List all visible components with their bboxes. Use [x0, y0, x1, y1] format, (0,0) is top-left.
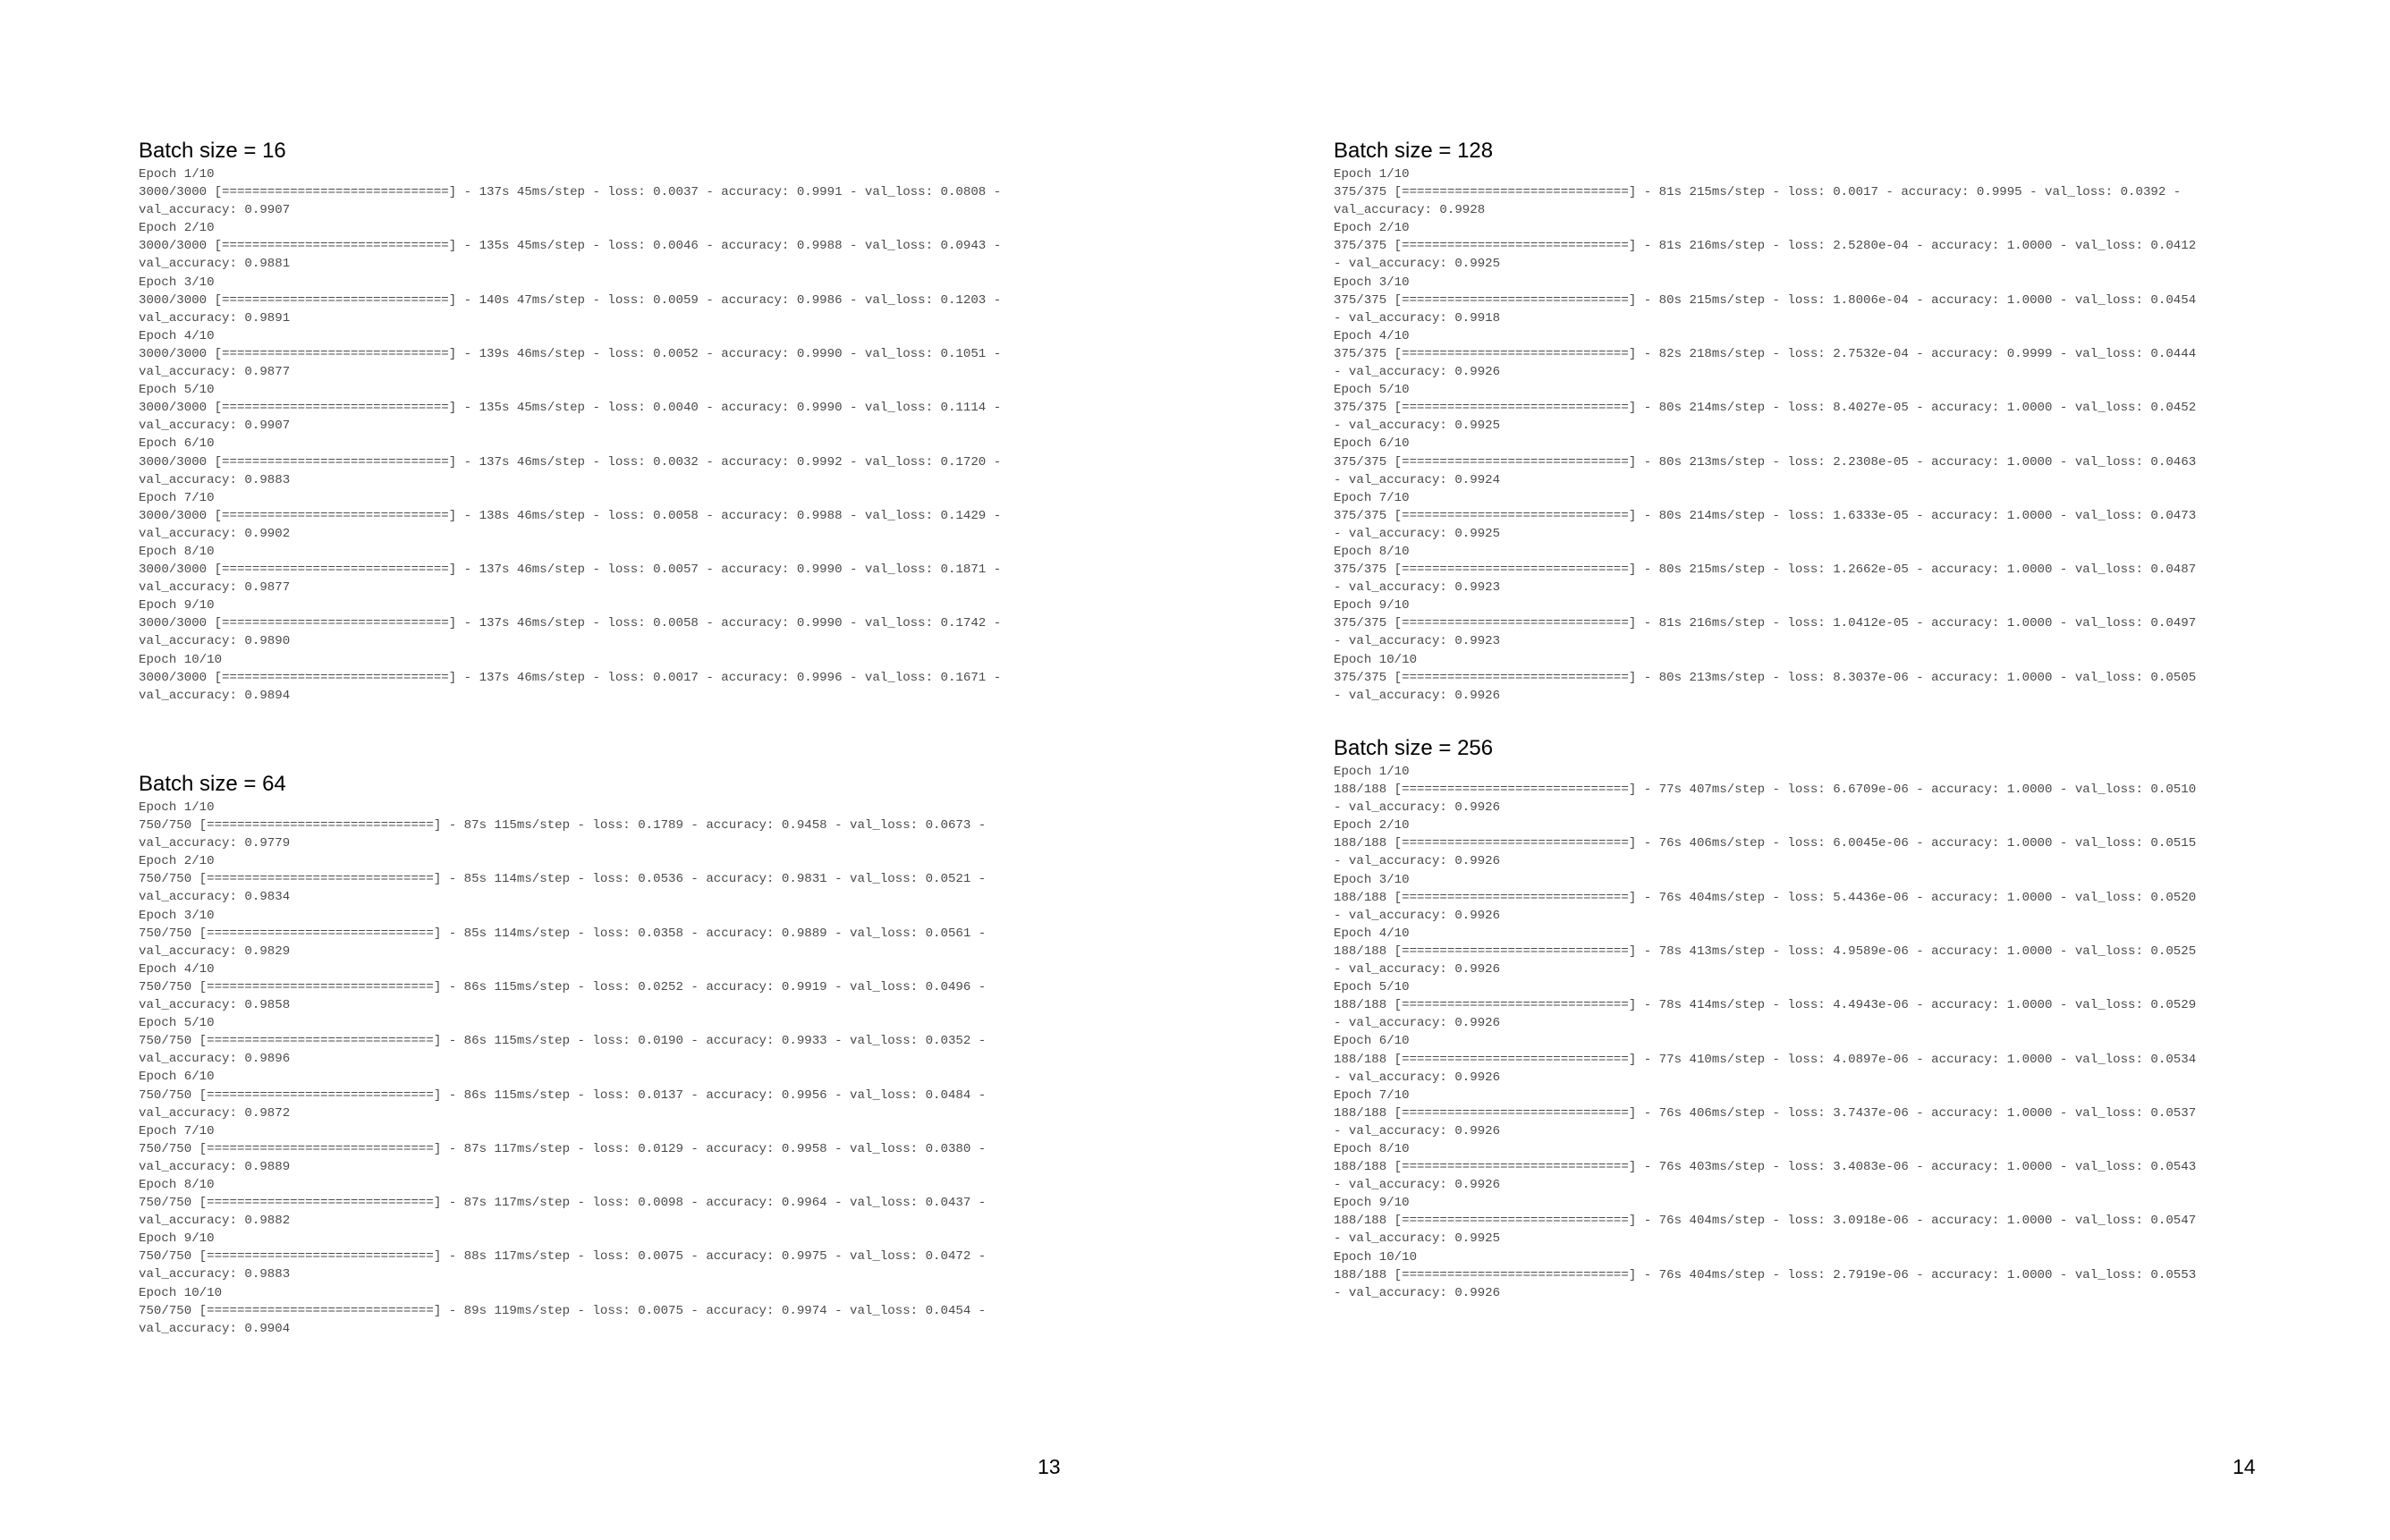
log-line: val_accuracy: 0.9891: [139, 310, 291, 326]
log-line: Epoch 3/10: [139, 275, 215, 290]
log-line: - val_accuracy: 0.9924: [1334, 472, 1501, 487]
batch-16-section: [139, 140, 1087, 705]
log-line: Epoch 1/10: [139, 800, 215, 815]
log-line: Epoch 1/10: [1334, 765, 1410, 779]
log-line: Epoch 4/10: [1334, 328, 1410, 343]
log-line: 750/750 [==============================] - 86s 115ms/step - loss: 0.0137 - accuracy: 0.9956 - val_loss: 0.0484 -: [139, 1087, 987, 1103]
log-line: Epoch 10/10: [1334, 652, 1418, 667]
log-line: Epoch 4/10: [139, 328, 215, 343]
log-line: val_accuracy: 0.9883: [139, 472, 291, 487]
log-line: Epoch 6/10: [139, 436, 215, 452]
log-line: val_accuracy: 0.9894: [139, 688, 291, 703]
log-line: - val_accuracy: 0.9926: [1334, 688, 1501, 703]
training-log: [139, 165, 1087, 705]
log-line: Epoch 5/10: [1334, 383, 1410, 398]
log-line: 3000/3000 [==============================] - 137s 46ms/step - loss: 0.0058 - accuracy: 0.9990 - val_loss: 0.1742 -: [139, 616, 1002, 631]
log-line: 750/750 [==============================] - 87s 117ms/step - loss: 0.0098 - accuracy: 0.9964 - val_loss: 0.0437 -: [139, 1196, 987, 1211]
log-line: 188/188 [==============================] - 76s 404ms/step - loss: 5.4436e-06 - accuracy: 1.0000 - val_loss: 0.0520: [1334, 890, 2197, 905]
log-line: 375/375 [==============================] - 80s 213ms/step - loss: 2.2308e-05 - accuracy: 1.0000 - val_loss: 0.0463: [1334, 454, 2197, 470]
log-line: Epoch 9/10: [1334, 1196, 1410, 1211]
log-line: Epoch 2/10: [139, 854, 215, 869]
log-line: Epoch 5/10: [1334, 980, 1410, 995]
log-line: - val_accuracy: 0.9926: [1334, 1070, 1501, 1085]
log-line: 3000/3000 [==============================] - 137s 46ms/step - loss: 0.0057 - accuracy: 0.9990 - val_loss: 0.1871 -: [139, 563, 1002, 578]
log-line: Epoch 4/10: [1334, 926, 1410, 941]
log-line: 375/375 [==============================] - 80s 214ms/step - loss: 1.6333e-05 - accuracy: 1.0000 - val_loss: 0.0473: [1334, 508, 2197, 523]
log-line: val_accuracy: 0.9907: [139, 419, 291, 434]
log-line: Epoch 3/10: [1334, 275, 1410, 290]
log-line: 188/188 [==============================] - 76s 403ms/step - loss: 3.4083e-06 - accuracy: 1.0000 - val_loss: 0.0543: [1334, 1160, 2197, 1175]
log-line: 750/750 [==============================] - 89s 119ms/step - loss: 0.0075 - accuracy: 0.9974 - val_loss: 0.0454 -: [139, 1303, 987, 1318]
log-line: Epoch 8/10: [1334, 1141, 1410, 1156]
log-line: Epoch 5/10: [139, 1016, 215, 1031]
log-line: val_accuracy: 0.9834: [139, 890, 291, 905]
log-line: - val_accuracy: 0.9926: [1334, 908, 1501, 923]
log-line: - val_accuracy: 0.9925: [1334, 1231, 1501, 1247]
log-line: - val_accuracy: 0.9926: [1334, 1123, 1501, 1138]
log-line: 750/750 [==============================] - 88s 117ms/step - loss: 0.0075 - accuracy: 0.9975 - val_loss: 0.0472 -: [139, 1249, 987, 1265]
log-line: val_accuracy: 0.9907: [139, 203, 291, 218]
log-line: Epoch 9/10: [1334, 598, 1410, 613]
batch-256-section: [1334, 737, 2282, 1302]
log-line: Epoch 3/10: [1334, 872, 1410, 887]
log-line: 188/188 [==============================] - 76s 406ms/step - loss: 6.0045e-06 - accuracy: 1.0000 - val_loss: 0.0515: [1334, 836, 2197, 851]
section-heading: Batch size = 16: [139, 139, 286, 163]
log-line: - val_accuracy: 0.9926: [1334, 800, 1501, 816]
log-line: - val_accuracy: 0.9918: [1334, 310, 1501, 326]
training-log: [1334, 763, 2282, 1302]
log-line: - val_accuracy: 0.9926: [1334, 1178, 1501, 1193]
log-line: val_accuracy: 0.9829: [139, 943, 291, 959]
log-line: 375/375 [==============================] - 80s 214ms/step - loss: 8.4027e-05 - accuracy: 1.0000 - val_loss: 0.0452: [1334, 401, 2197, 416]
log-line: 375/375 [==============================] - 81s 215ms/step - loss: 0.0017 - accuracy: 0.9995 - val_loss: 0.0392 -: [1334, 185, 2182, 200]
log-line: val_accuracy: 0.9877: [139, 365, 291, 380]
page-number: 14: [2233, 1455, 2256, 1478]
log-line: Epoch 10/10: [1334, 1249, 1418, 1265]
log-line: val_accuracy: 0.9877: [139, 580, 291, 596]
log-line: - val_accuracy: 0.9923: [1334, 580, 1501, 596]
log-line: Epoch 1/10: [1334, 167, 1410, 182]
log-line: Epoch 9/10: [139, 598, 215, 613]
log-line: 750/750 [==============================] - 85s 114ms/step - loss: 0.0358 - accuracy: 0.9889 - val_loss: 0.0561 -: [139, 926, 987, 941]
log-line: Epoch 8/10: [139, 544, 215, 559]
training-log: [1334, 165, 2282, 705]
log-line: 375/375 [==============================] - 81s 216ms/step - loss: 1.0412e-05 - accuracy: 1.0000 - val_loss: 0.0497: [1334, 616, 2197, 631]
log-line: 375/375 [==============================] - 80s 213ms/step - loss: 8.3037e-06 - accuracy: 1.0000 - val_loss: 0.0505: [1334, 670, 2197, 685]
log-line: 3000/3000 [==============================] - 137s 46ms/step - loss: 0.0032 - accuracy: 0.9992 - val_loss: 0.1720 -: [139, 454, 1002, 470]
log-line: - val_accuracy: 0.9925: [1334, 257, 1501, 272]
log-line: val_accuracy: 0.9928: [1334, 203, 1486, 218]
log-line: val_accuracy: 0.9883: [139, 1267, 291, 1282]
log-line: val_accuracy: 0.9858: [139, 998, 291, 1013]
log-line: Epoch 9/10: [139, 1231, 215, 1247]
log-line: 3000/3000 [==============================] - 137s 45ms/step - loss: 0.0037 - accuracy: 0.9991 - val_loss: 0.0808 -: [139, 185, 1002, 200]
log-line: val_accuracy: 0.9872: [139, 1105, 291, 1121]
log-line: Epoch 7/10: [1334, 490, 1410, 505]
log-line: Epoch 2/10: [1334, 221, 1410, 236]
log-line: Epoch 2/10: [1334, 818, 1410, 833]
page-number: 13: [1038, 1455, 1061, 1478]
log-line: Epoch 8/10: [1334, 544, 1410, 559]
log-line: Epoch 8/10: [139, 1177, 215, 1192]
log-line: Epoch 7/10: [1334, 1087, 1410, 1103]
log-line: - val_accuracy: 0.9926: [1334, 1285, 1501, 1300]
log-line: Epoch 4/10: [139, 961, 215, 977]
log-line: Epoch 3/10: [139, 908, 215, 923]
section-heading: Batch size = 64: [139, 772, 286, 796]
log-line: val_accuracy: 0.9896: [139, 1052, 291, 1067]
log-line: 3000/3000 [==============================] - 139s 46ms/step - loss: 0.0052 - accuracy: 0.9990 - val_loss: 0.1051 -: [139, 346, 1002, 361]
log-line: 188/188 [==============================] - 76s 404ms/step - loss: 3.0918e-06 - accuracy: 1.0000 - val_loss: 0.0547: [1334, 1214, 2197, 1229]
log-line: 188/188 [==============================] - 76s 406ms/step - loss: 3.7437e-06 - accuracy: 1.0000 - val_loss: 0.0537: [1334, 1105, 2197, 1121]
log-line: 3000/3000 [==============================] - 135s 45ms/step - loss: 0.0040 - accuracy: 0.9990 - val_loss: 0.1114 -: [139, 401, 1002, 416]
log-line: Epoch 10/10: [139, 1285, 223, 1300]
log-line: 3000/3000 [==============================] - 137s 46ms/step - loss: 0.0017 - accuracy: 0.9996 - val_loss: 0.1671 -: [139, 670, 1002, 685]
log-line: 3000/3000 [==============================] - 138s 46ms/step - loss: 0.0058 - accuracy: 0.9988 - val_loss: 0.1429 -: [139, 508, 1002, 523]
log-line: - val_accuracy: 0.9926: [1334, 365, 1501, 380]
log-line: val_accuracy: 0.9779: [139, 836, 291, 851]
section-heading: Batch size = 128: [1334, 139, 1494, 163]
log-line: val_accuracy: 0.9882: [139, 1214, 291, 1229]
log-line: 188/188 [==============================] - 78s 414ms/step - loss: 4.4943e-06 - accuracy: 1.0000 - val_loss: 0.0529: [1334, 998, 2197, 1013]
training-log: [139, 799, 1087, 1338]
batch-64-section: [139, 773, 1087, 1338]
log-line: - val_accuracy: 0.9926: [1334, 854, 1501, 869]
section-heading: Batch size = 256: [1334, 736, 1494, 760]
log-line: val_accuracy: 0.9881: [139, 257, 291, 272]
log-line: - val_accuracy: 0.9923: [1334, 634, 1501, 649]
log-line: 188/188 [==============================] - 76s 404ms/step - loss: 2.7919e-06 - accuracy: 1.0000 - val_loss: 0.0553: [1334, 1267, 2197, 1282]
log-line: Epoch 6/10: [1334, 1034, 1410, 1049]
log-line: Epoch 7/10: [139, 490, 215, 505]
log-line: - val_accuracy: 0.9926: [1334, 962, 1501, 977]
log-line: 750/750 [==============================] - 86s 115ms/step - loss: 0.0252 - accuracy: 0.9919 - val_loss: 0.0496 -: [139, 979, 987, 994]
log-line: - val_accuracy: 0.9925: [1334, 526, 1501, 541]
log-line: val_accuracy: 0.9902: [139, 526, 291, 541]
log-line: - val_accuracy: 0.9925: [1334, 419, 1501, 434]
batch-128-section: [1334, 140, 2282, 705]
log-line: val_accuracy: 0.9890: [139, 634, 291, 649]
log-line: 375/375 [==============================] - 81s 216ms/step - loss: 2.5280e-04 - accuracy: 1.0000 - val_loss: 0.0412: [1334, 239, 2197, 254]
log-line: Epoch 5/10: [139, 383, 215, 398]
log-line: Epoch 6/10: [1334, 436, 1410, 452]
log-line: 3000/3000 [==============================] - 140s 47ms/step - loss: 0.0059 - accuracy: 0.9986 - val_loss: 0.1203 -: [139, 292, 1002, 308]
log-line: 188/188 [==============================] - 78s 413ms/step - loss: 4.9589e-06 - accuracy: 1.0000 - val_loss: 0.0525: [1334, 943, 2197, 959]
log-line: Epoch 7/10: [139, 1123, 215, 1138]
log-line: 3000/3000 [==============================] - 135s 45ms/step - loss: 0.0046 - accuracy: 0.9988 - val_loss: 0.0943 -: [139, 239, 1002, 254]
log-line: 750/750 [==============================] - 85s 114ms/step - loss: 0.0536 - accuracy: 0.9831 - val_loss: 0.0521 -: [139, 872, 987, 887]
log-line: Epoch 10/10: [139, 652, 223, 667]
page-14: [1195, 0, 2390, 1540]
log-line: Epoch 2/10: [139, 221, 215, 236]
log-line: 375/375 [==============================] - 82s 218ms/step - loss: 2.7532e-04 - accuracy: 0.9999 - val_loss: 0.0444: [1334, 346, 2197, 361]
log-line: 188/188 [==============================] - 77s 410ms/step - loss: 4.0897e-06 - accuracy: 1.0000 - val_loss: 0.0534: [1334, 1052, 2197, 1067]
log-line: 750/750 [==============================] - 87s 117ms/step - loss: 0.0129 - accuracy: 0.9958 - val_loss: 0.0380 -: [139, 1141, 987, 1156]
log-line: val_accuracy: 0.9904: [139, 1321, 291, 1336]
log-line: Epoch 1/10: [139, 167, 215, 182]
log-line: 750/750 [==============================] - 87s 115ms/step - loss: 0.1789 - accuracy: 0.9458 - val_loss: 0.0673 -: [139, 818, 987, 833]
log-line: Epoch 6/10: [139, 1070, 215, 1085]
log-line: - val_accuracy: 0.9926: [1334, 1016, 1501, 1031]
log-line: 375/375 [==============================] - 80s 215ms/step - loss: 1.8006e-04 - accuracy: 1.0000 - val_loss: 0.0454: [1334, 292, 2197, 308]
log-line: val_accuracy: 0.9889: [139, 1159, 291, 1174]
log-line: 188/188 [==============================] - 77s 407ms/step - loss: 6.6709e-06 - accuracy: 1.0000 - val_loss: 0.0510: [1334, 783, 2197, 798]
log-line: 750/750 [==============================] - 86s 115ms/step - loss: 0.0190 - accuracy: 0.9933 - val_loss: 0.0352 -: [139, 1034, 987, 1049]
log-line: 375/375 [==============================] - 80s 215ms/step - loss: 1.2662e-05 - accuracy: 1.0000 - val_loss: 0.0487: [1334, 563, 2197, 578]
